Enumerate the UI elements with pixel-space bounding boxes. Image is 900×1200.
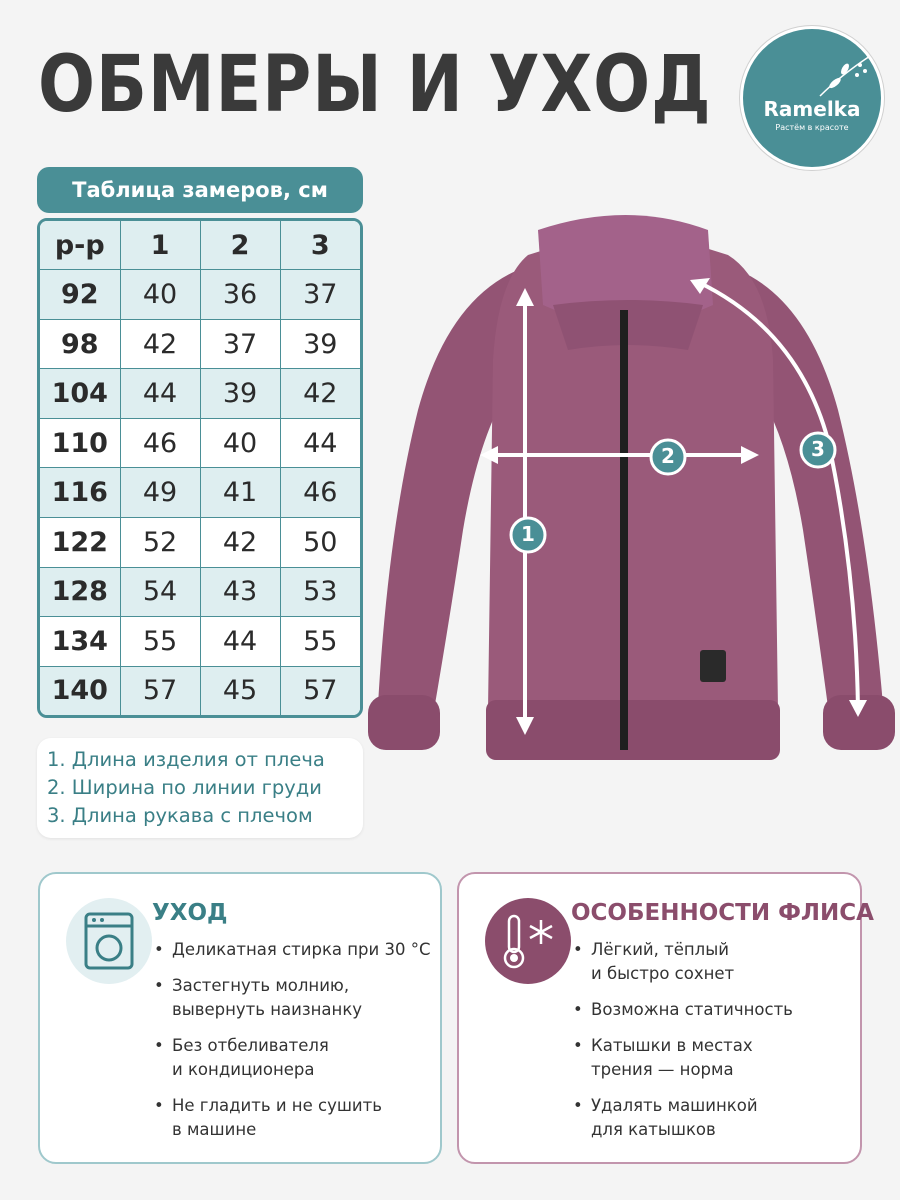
- value-cell: 37: [200, 319, 280, 369]
- measurement-legend: [37, 738, 363, 838]
- brand-logo: [740, 26, 884, 170]
- table-header-row: [40, 221, 360, 270]
- value-cell: 41: [200, 468, 280, 518]
- size-cell: 140: [40, 666, 120, 715]
- table-row: [40, 617, 360, 667]
- value-cell: 55: [120, 617, 200, 667]
- list-item: • Без отбеливателя и кондиционера: [152, 1034, 431, 1082]
- value-cell: 42: [120, 319, 200, 369]
- legend-item: 1. Длина изделия от плеча: [47, 748, 325, 771]
- size-cell: 98: [40, 319, 120, 369]
- size-cell: 122: [40, 517, 120, 567]
- brand-tagline: Растём в красоте: [775, 123, 849, 132]
- value-cell: 54: [120, 567, 200, 617]
- value-cell: 46: [120, 418, 200, 468]
- size-cell: 110: [40, 418, 120, 468]
- table-row: [40, 567, 360, 617]
- marker-1: 1: [521, 522, 535, 546]
- care-card: [38, 872, 442, 1164]
- marker-2: 2: [661, 444, 675, 468]
- value-cell: 37: [280, 270, 360, 320]
- fleece-card: [457, 872, 874, 1164]
- size-cell: 134: [40, 617, 120, 667]
- value-cell: 40: [200, 418, 280, 468]
- legend-item: 2. Ширина по линии груди: [47, 776, 322, 799]
- value-cell: 55: [280, 617, 360, 667]
- care-title: УХОД: [152, 900, 228, 926]
- value-cell: 42: [280, 369, 360, 419]
- value-cell: 52: [120, 517, 200, 567]
- list-item: • Не гладить и не сушить в машине: [152, 1094, 431, 1142]
- jacket-illustration: [368, 210, 900, 780]
- list-item: • Удалять машинкой для катышков: [571, 1094, 793, 1142]
- table-header-cell: 3: [280, 221, 360, 270]
- value-cell: 44: [120, 369, 200, 419]
- table-row: [40, 319, 360, 369]
- washing-machine-icon: [66, 898, 152, 984]
- size-cell: 116: [40, 468, 120, 518]
- value-cell: 49: [120, 468, 200, 518]
- size-cell: 128: [40, 567, 120, 617]
- value-cell: 39: [200, 369, 280, 419]
- legend-item: 3. Длина рукава с плечом: [47, 804, 313, 827]
- value-cell: 40: [120, 270, 200, 320]
- value-cell: 57: [280, 666, 360, 715]
- thermometer-snowflake-icon: [485, 898, 571, 984]
- list-item: • Застегнуть молнию, вывернуть наизнанку: [152, 974, 431, 1022]
- list-item: • Деликатная стирка при 30 °С: [152, 938, 431, 962]
- size-cell: 92: [40, 270, 120, 320]
- value-cell: 53: [280, 567, 360, 617]
- table-row: [40, 517, 360, 567]
- value-cell: 39: [280, 319, 360, 369]
- table-header-cell: р-р: [40, 221, 120, 270]
- care-list: [152, 938, 431, 1154]
- branch-icon: [815, 51, 875, 101]
- table-row: [40, 369, 360, 419]
- list-item: • Лёгкий, тёплый и быстро сохнет: [571, 938, 793, 986]
- value-cell: 42: [200, 517, 280, 567]
- table-row: [40, 468, 360, 518]
- table-header-cell: 1: [120, 221, 200, 270]
- value-cell: 45: [200, 666, 280, 715]
- table-row: [40, 666, 360, 715]
- table-row: [40, 270, 360, 320]
- value-cell: 44: [280, 418, 360, 468]
- marker-3: 3: [811, 437, 825, 461]
- page-title: ОБМЕРЫ И УХОД: [38, 40, 712, 130]
- brand-name: Ramelka: [763, 97, 861, 121]
- size-cell: 104: [40, 369, 120, 419]
- size-table: [37, 218, 363, 718]
- value-cell: 44: [200, 617, 280, 667]
- value-cell: 43: [200, 567, 280, 617]
- fleece-title: ОСОБЕННОСТИ ФЛИСА: [571, 900, 874, 926]
- value-cell: 57: [120, 666, 200, 715]
- table-row: [40, 418, 360, 468]
- value-cell: 36: [200, 270, 280, 320]
- value-cell: 46: [280, 468, 360, 518]
- table-header-cell: 2: [200, 221, 280, 270]
- list-item: • Катышки в местах трения — норма: [571, 1034, 793, 1082]
- size-table-caption: Таблица замеров, см: [37, 167, 363, 213]
- fleece-list: [571, 938, 793, 1154]
- list-item: • Возможна статичность: [571, 998, 793, 1022]
- value-cell: 50: [280, 517, 360, 567]
